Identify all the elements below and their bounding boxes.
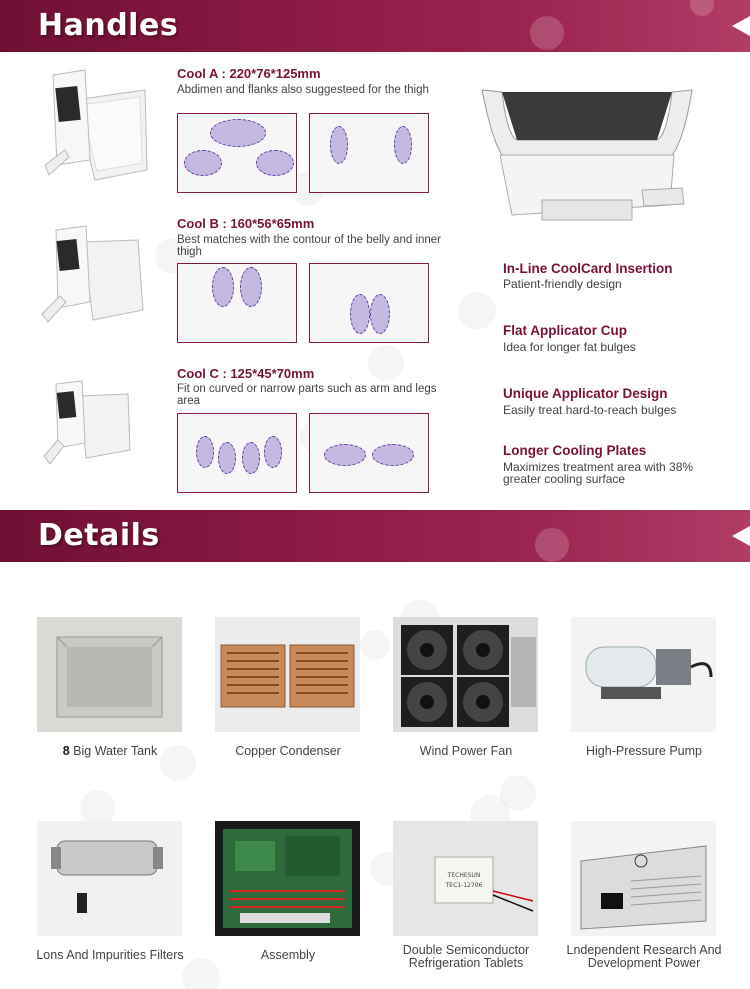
- filter-photo: [37, 821, 182, 936]
- cool-b-desc: Best matches with the contour of the belly and inner thigh: [177, 234, 442, 258]
- caption-pump: High-Pressure Pump: [585, 744, 702, 758]
- pump-photo: [571, 617, 716, 732]
- cool-c-title: Cool C : 125*45*70mm: [177, 366, 315, 381]
- feature-1-title: In-Line CoolCard Insertion: [503, 261, 673, 276]
- cool-b-belly-diagram: [177, 263, 297, 343]
- feature-4-title: Longer Cooling Plates: [503, 443, 647, 458]
- copper-condenser-photo: [215, 617, 360, 732]
- semiconductor-photo: [393, 821, 538, 936]
- details-title: Details: [38, 518, 160, 553]
- feature-2-desc: Idea for longer fat bulges: [503, 340, 636, 354]
- handles-banner: [0, 0, 750, 52]
- caption-water-tank: [20, 745, 200, 758]
- feature-1-desc: Patient-friendly design: [503, 277, 622, 291]
- handles-title: Handles: [38, 8, 179, 43]
- cool-b-thigh-diagram: [309, 263, 429, 343]
- details-banner: [0, 510, 750, 562]
- caption-semiconductor: Double Semiconductor Refrigeration Tablets: [402, 943, 530, 970]
- chip-label: TEC1-12706: [445, 882, 483, 889]
- assembly-photo: [215, 821, 360, 936]
- caption-copper-condenser: Copper Condenser: [235, 744, 341, 758]
- handle-cool-a-image: [35, 65, 155, 185]
- cool-b-title: Cool B : 160*56*65mm: [177, 216, 315, 231]
- caption-assembly: Assembly: [260, 948, 316, 962]
- feature-2-title: Flat Applicator Cup: [503, 323, 627, 338]
- feature-4-desc: Maximizes treatment area with 38% greater cooling surface: [503, 460, 694, 486]
- caption-num: 8: [62, 744, 70, 758]
- power-supply-photo: [571, 821, 716, 936]
- cool-a-belly-diagram: [177, 113, 297, 193]
- banner-notch: [732, 16, 750, 36]
- caption-wind-fan: Wind Power Fan: [419, 744, 513, 758]
- feature-3-desc: Easily treat hard-to-reach bulges: [503, 403, 677, 417]
- cool-a-desc: Abdimen and flanks also suggesteed for the thigh: [177, 84, 429, 96]
- chip-brand: TECHESUN: [447, 872, 481, 879]
- banner-notch: [732, 526, 750, 546]
- caption-label: Big Water Tank: [73, 744, 158, 758]
- water-tank-photo: [37, 617, 182, 732]
- handle-cool-b-image: [38, 222, 148, 327]
- cool-c-leg-diagram: [309, 413, 429, 493]
- caption-filter: Lons And Impurities Filters: [36, 948, 184, 962]
- handle-cool-c-image: [40, 378, 135, 468]
- applicator-cup-image: [472, 80, 702, 230]
- cool-c-arm-diagram: [177, 413, 297, 493]
- cool-a-thigh-diagram: [309, 113, 429, 193]
- caption-power-supply: Lndependent Research And Development Power: [566, 943, 722, 970]
- cool-c-desc: Fit on curved or narrow parts such as arm and legs area: [177, 383, 437, 407]
- wind-fan-photo: [393, 617, 538, 732]
- cool-a-title: Cool A : 220*76*125mm: [177, 66, 321, 81]
- feature-3-title: Unique Applicator Design: [503, 386, 668, 401]
